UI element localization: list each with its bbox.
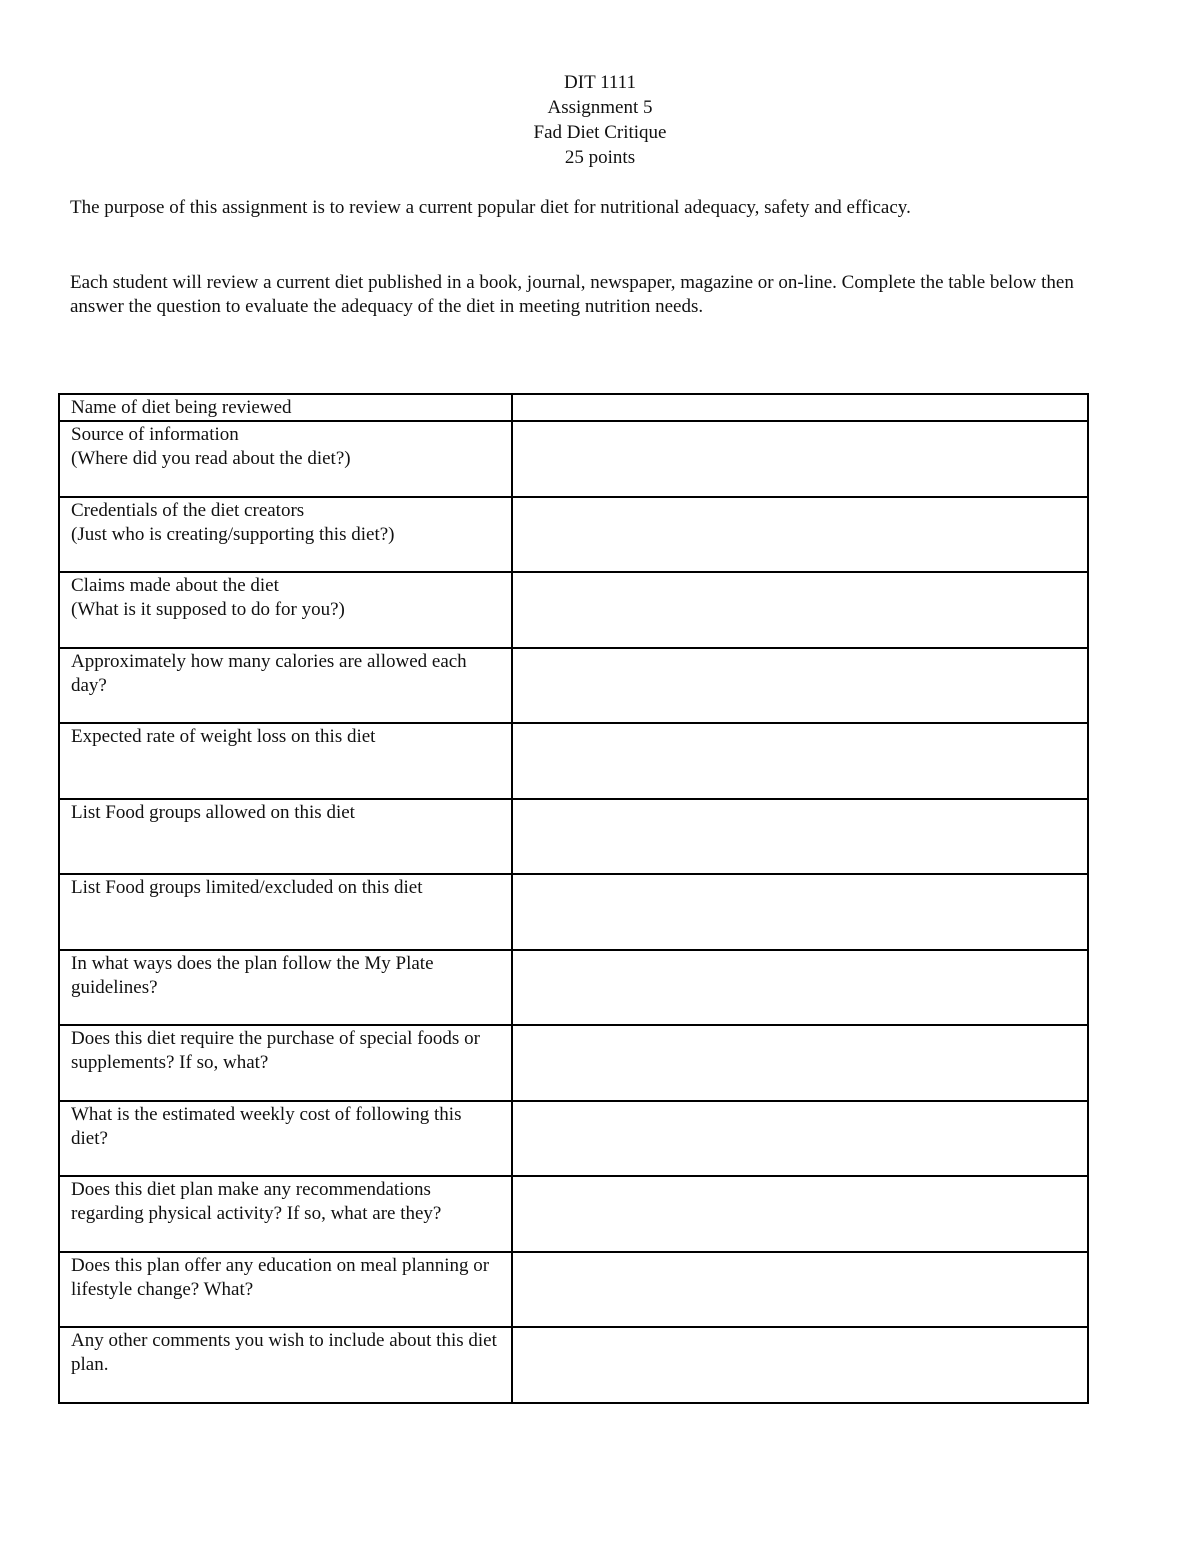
row-label: List Food groups limited/excluded on this diet [71,877,423,898]
purpose-paragraph: The purpose of this assignment is to review a current popular diet for nutritional adequacy, safety and efficacy. [70,197,911,218]
row-label-cell [59,1025,512,1101]
row-label: What is the estimated weekly cost of following this diet? [71,1103,462,1149]
row-label-cell [59,1327,512,1403]
table-row-food-groups-allowed [59,799,1088,875]
row-label: Any other comments you wish to include about this diet plan. [71,1330,497,1375]
row-label-cell [59,572,512,648]
row-label: List Food groups allowed on this diet [71,801,355,823]
table-row-education [59,1252,1088,1328]
row-label: Does this diet require the purchase of special foods or supplements? If so, what? [71,1028,480,1073]
answer-cell-food-groups-limited[interactable] [512,874,1088,950]
assignment-number: Assignment 5 [547,97,653,118]
row-label: Expected rate of weight loss on this diet [71,726,376,747]
row-label-cell [59,1252,512,1328]
assignment-title: Fad Diet Critique [533,122,667,143]
row-label-cell [59,799,512,875]
table-row-credentials [59,497,1088,573]
row-label: In what ways does the plan follow the My Plate guidelines? [71,952,434,998]
table-row-claims [59,572,1088,648]
table-row-calories [59,648,1088,724]
answer-cell-credentials[interactable] [512,497,1088,573]
row-label-cell [59,1176,512,1252]
answer-cell-my-plate[interactable] [512,950,1088,1026]
row-label-cell [59,497,512,573]
table-row-diet-name [59,394,1088,421]
answer-cell-physical-activity[interactable] [512,1176,1088,1252]
row-label: Credentials of the diet creators [71,499,305,521]
table-row-source [59,421,1088,497]
row-label: Does this diet plan make any recommendations regarding physical activity? If so, what are they? [71,1179,442,1224]
answer-cell-special-foods[interactable] [512,1025,1088,1101]
answer-cell-weight-loss-rate[interactable] [512,723,1088,799]
row-label-cell [59,648,512,724]
table-row-special-foods [59,1025,1088,1101]
answer-cell-weekly-cost[interactable] [512,1101,1088,1177]
row-label: Does this plan offer any education on meal planning or lifestyle change? What? [71,1254,490,1300]
row-label: Source of information [71,424,239,445]
course-code: DIT 1111 [564,72,636,93]
row-label-cell [59,874,512,950]
answer-cell-diet-name[interactable] [512,394,1088,421]
row-sublabel: (Where did you read about the diet?) [71,448,351,469]
table-row-physical-activity [59,1176,1088,1252]
table-row-my-plate [59,950,1088,1026]
row-label: Approximately how many calories are allowed each day? [71,650,467,696]
row-label-cell [59,950,512,1026]
diet-critique-table [58,393,1089,1404]
row-label-cell [59,394,512,421]
answer-cell-source[interactable] [512,421,1088,497]
row-sublabel: (Just who is creating/supporting this diet?) [71,523,395,545]
answer-cell-calories[interactable] [512,648,1088,724]
points-value: 25 points [564,147,636,168]
row-label-cell [59,1101,512,1177]
row-label-cell [59,421,512,497]
row-sublabel: (What is it supposed to do for you?) [71,599,345,620]
table-row-other-comments [59,1327,1088,1403]
answer-cell-food-groups-allowed[interactable] [512,799,1088,875]
answer-cell-other-comments[interactable] [512,1327,1088,1403]
document-header [0,70,1200,170]
table-row-weekly-cost [59,1101,1088,1177]
answer-cell-education[interactable] [512,1252,1088,1328]
instructions-paragraph: Each student will review a current diet published in a book, journal, newspaper, magazine or on-line. Complete the table below then answer the question to evaluate the adequacy of the diet in meeting nutrition needs. [70,272,1074,317]
table-row-weight-loss-rate [59,723,1088,799]
row-label: Name of diet being reviewed [71,397,292,418]
row-label-cell [59,723,512,799]
answer-cell-claims[interactable] [512,572,1088,648]
table-row-food-groups-limited [59,874,1088,950]
row-label: Claims made about the diet [71,575,279,596]
